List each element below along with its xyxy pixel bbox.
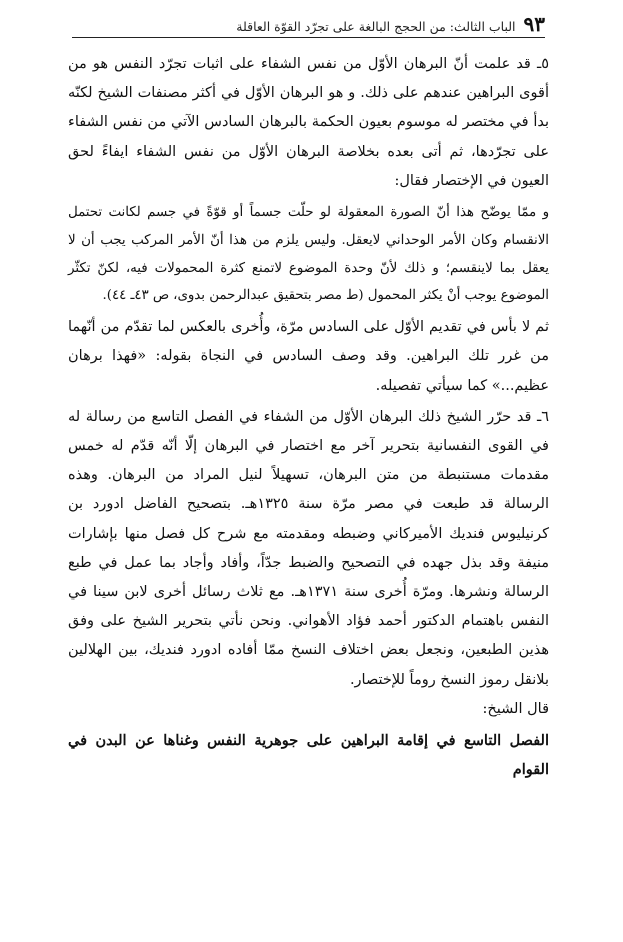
quoted-passage: و ممّا يوضّح هذا أنّ الصورة المعقولة لو حلّت جسماً أو قوّةً في جسم لكانت تحتمل الانقسام وكان الأمر الوحداني لايعقل. وليس يلزم من هذا أنّ الأمر المركب يجب أن لا يعقل بما لاينقسم؛ و ذلك لأنّ وحدة الموضوع لاتمنع كثرة المحمولات فيه، لكنّ تكثّر الموضوع يوجب أنْ يكثر المحمول (ط مصر بتحقيق عبدالرحمن بدوى، ص ٤٣ـ ٤٤). <box>68 205 549 304</box>
running-header-title: الباب الثالث: من الحجج البالغة على تجرّد القوّة العاقلة <box>236 19 516 34</box>
page-number: ٩٣ <box>523 12 545 36</box>
page-body <box>68 50 549 784</box>
paragraph-6: ٦ـ قد حرّر الشيخ ذلك البرهان الأوّل من الشفاء في الفصل التاسع من رسالة له في القوى النفسانية بتحرير آخر مع اختصار في البرهان إلّا أنّه قدّم له خمس مقدمات مستنبطة من متن البرهان، تسهيلاً لنيل المراد من البرهان. وهذه الرسالة قد طبعت في مصر مرّة سنة ١٣٢٥هـ. بتصحيح الفاضل ادورد بن كرنيليوس فنديك الأميركاني وضبطه ومقدمته مع شرح كل فصل منها بإشارات منيفة وقد بذل جهده في التصحيح والضبط جدّاً، وأفاد وأجاد بما عمل في طبع الرسالة ونشرها. ومرّة أُخرى سنة ١٣٧١هـ. مع ثلاث رسائل أخرى لابن سينا في النفس باهتمام الدكتور أحمد فؤاد الأهواني. ونحن نأتي بتحرير الشيخ على وفق هذين الطبعين، ونجعل بعض اختلاف النسخ ممّا أفاده ادورد فنديك، بين الهلالين بلانقل رموز النسخ روماً للإختصار. <box>68 408 550 688</box>
paragraph-5: ٥ـ قد علمت أنّ البرهان الأوّل من نفس الشفاء على اثبات تجرّد النفس هو من أقوى البراهين عندهم على ذلك. و هو البرهان الأوّل في أكثر مصنفات الشيخ لكنّه بدأ في مختصر له موسوم بعيون الحكمة بالبرهان السادس الآتي من نفس الشفاء على تجرّدها، ثم أتى بعده بخلاصة البرهان الأوّل من نفس الشفاء ايفاءً لحق العيون في الإختصار فقال: <box>68 56 549 189</box>
running-header <box>72 8 545 38</box>
chapter-heading: الفصل التاسع في إقامة البراهين على جوهرية النفس وغناها عن البدن في القوام <box>68 732 549 779</box>
paragraph-after-quote: ثم لا بأس في تقديم الأوّل على السادس مرّة، وأُخرى بالعكس لما تقدّم من أنّهما من غرر تلك البراهين. وقد وصف السادس في النجاة بقوله: «فهذا برهان عظيم...» كما سيأتي تفصيله. <box>68 319 549 394</box>
shaykh-said-label: قال الشيخ: <box>482 700 549 717</box>
